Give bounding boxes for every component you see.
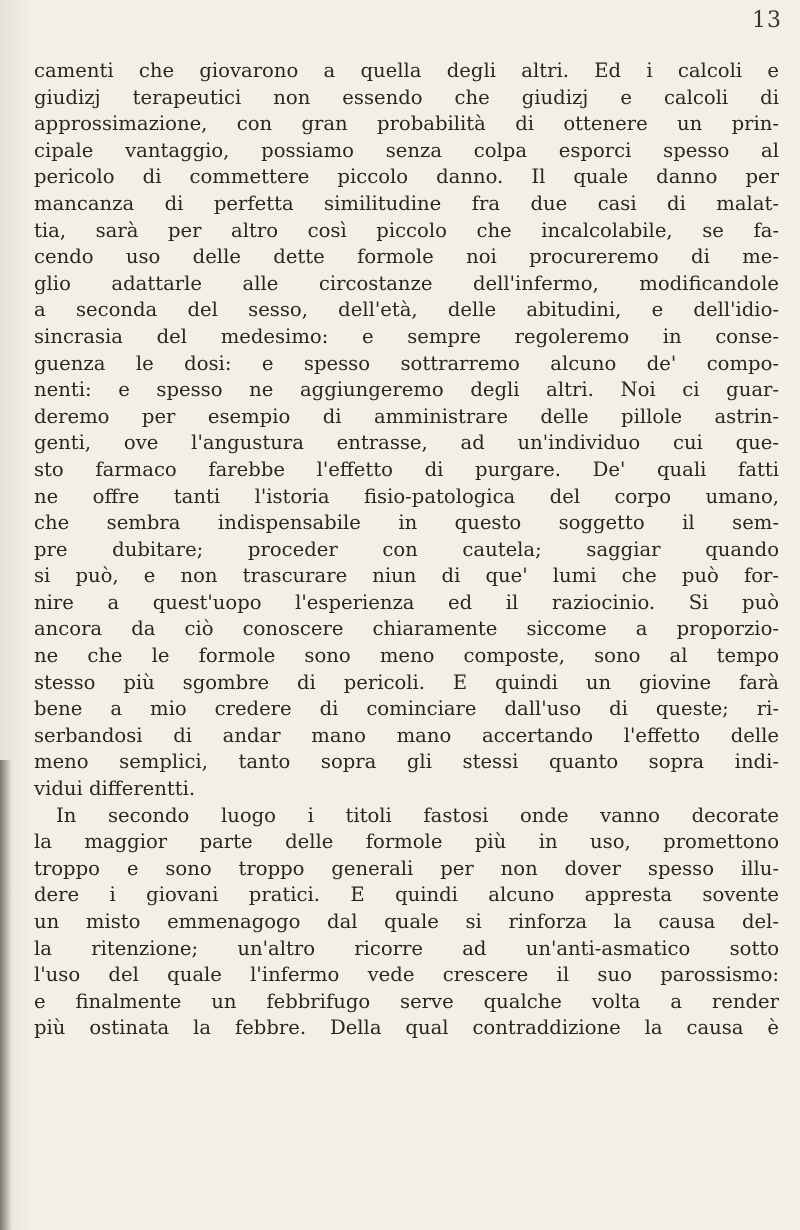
body-text <box>34 58 779 1042</box>
text-line: cipale vantaggio, possiamo senza colpa esporci spesso al <box>34 138 779 162</box>
text-line: la maggior parte delle formole più in uso, promettono <box>34 830 779 854</box>
text-line: a seconda del sesso, dell'età, delle abitudini, e dell'idio- <box>34 298 779 322</box>
text-line: guenza le dosi: e spesso sottrarremo alcuno de' compo- <box>34 351 779 375</box>
text-line: nenti: e spesso ne aggiungeremo degli altri. Noi ci guar- <box>34 378 779 402</box>
text-line: mancanza di perfetta similitudine fra due casi di malat- <box>34 191 779 215</box>
text-line: che sembra indispensabile in questo soggetto il sem- <box>34 511 779 535</box>
text-line: un misto emmenagogo dal quale si rinforza la causa del- <box>34 910 779 933</box>
text-line: tia, sarà per altro così piccolo che incalcolabile, se fa- <box>34 218 779 242</box>
text-line: vidui differentti. <box>34 777 196 801</box>
text-line: pericolo di commettere piccolo danno. Il quale danno per <box>34 165 779 189</box>
text-line: la ritenzione; un'altro ricorre ad un'anti-asmatico sotto <box>34 936 779 960</box>
text-line: serbandosi di andar mano mano accertando l'effetto delle <box>34 723 779 747</box>
text-line: sto farmaco farebbe l'effetto di purgare. De' quali fatti <box>34 457 779 481</box>
binding-shadow <box>0 760 12 1230</box>
text-line: più ostinata la febbre. Della qual contraddizione la causa è <box>34 1016 779 1040</box>
text-line: cendo uso delle dette formole noi procureremo di me- <box>34 245 779 269</box>
text-line: deremo per esempio di amministrare delle pillole astrin- <box>34 404 779 428</box>
text-line: glio adattarle alle circostanze dell'infermo, modificandole <box>34 271 779 295</box>
text-line: si può, e non trascurare niun di que' lumi che può for- <box>34 564 779 588</box>
text-line: stesso più sgombre di pericoli. E quindi un giovine farà <box>34 670 779 694</box>
text-line: ancora da ciò conoscere chiaramente siccome a proporzio- <box>34 617 779 641</box>
text-line: In secondo luogo i titoli fastosi onde vanno decorate <box>56 803 779 827</box>
text-line: l'uso del quale l'infermo vede crescere il suo parossismo: <box>34 963 779 987</box>
text-line: bene a mio credere di cominciare dall'uso di queste; ri- <box>34 697 779 721</box>
text-line: troppo e sono troppo generali per non dover spesso illu- <box>34 856 779 880</box>
text-line: ne che le formole sono meno composte, sono al tempo <box>34 644 779 668</box>
text-line: genti, ove l'angustura entrasse, ad un'individuo cui que- <box>34 431 779 455</box>
text-line: giudizj terapeutici non essendo che giudizj e calcoli di <box>34 85 779 109</box>
text-line: sincrasia del medesimo: e sempre regoleremo in conse- <box>34 324 779 348</box>
text-line: dere i giovani pratici. E quindi alcuno appresta sovente <box>34 883 779 907</box>
text-line: nire a quest'uopo l'esperienza ed il raziocinio. Si può <box>34 590 779 614</box>
text-line: approssimazione, con gran probabilità di ottenere un prin- <box>34 112 779 136</box>
text-line: e finalmente un febbrifugo serve qualche volta a render <box>34 989 779 1013</box>
page-number: 13 <box>752 8 782 33</box>
text-line: ne offre tanti l'istoria fisio-patologica del corpo umano, <box>34 484 779 508</box>
text-line: camenti che giovarono a quella degli altri. Ed i calcoli e <box>34 59 779 82</box>
text-line: pre dubitare; proceder con cautela; saggiar quando <box>34 537 779 561</box>
text-line: meno semplici, tanto sopra gli stessi quanto sopra indi- <box>34 750 779 774</box>
